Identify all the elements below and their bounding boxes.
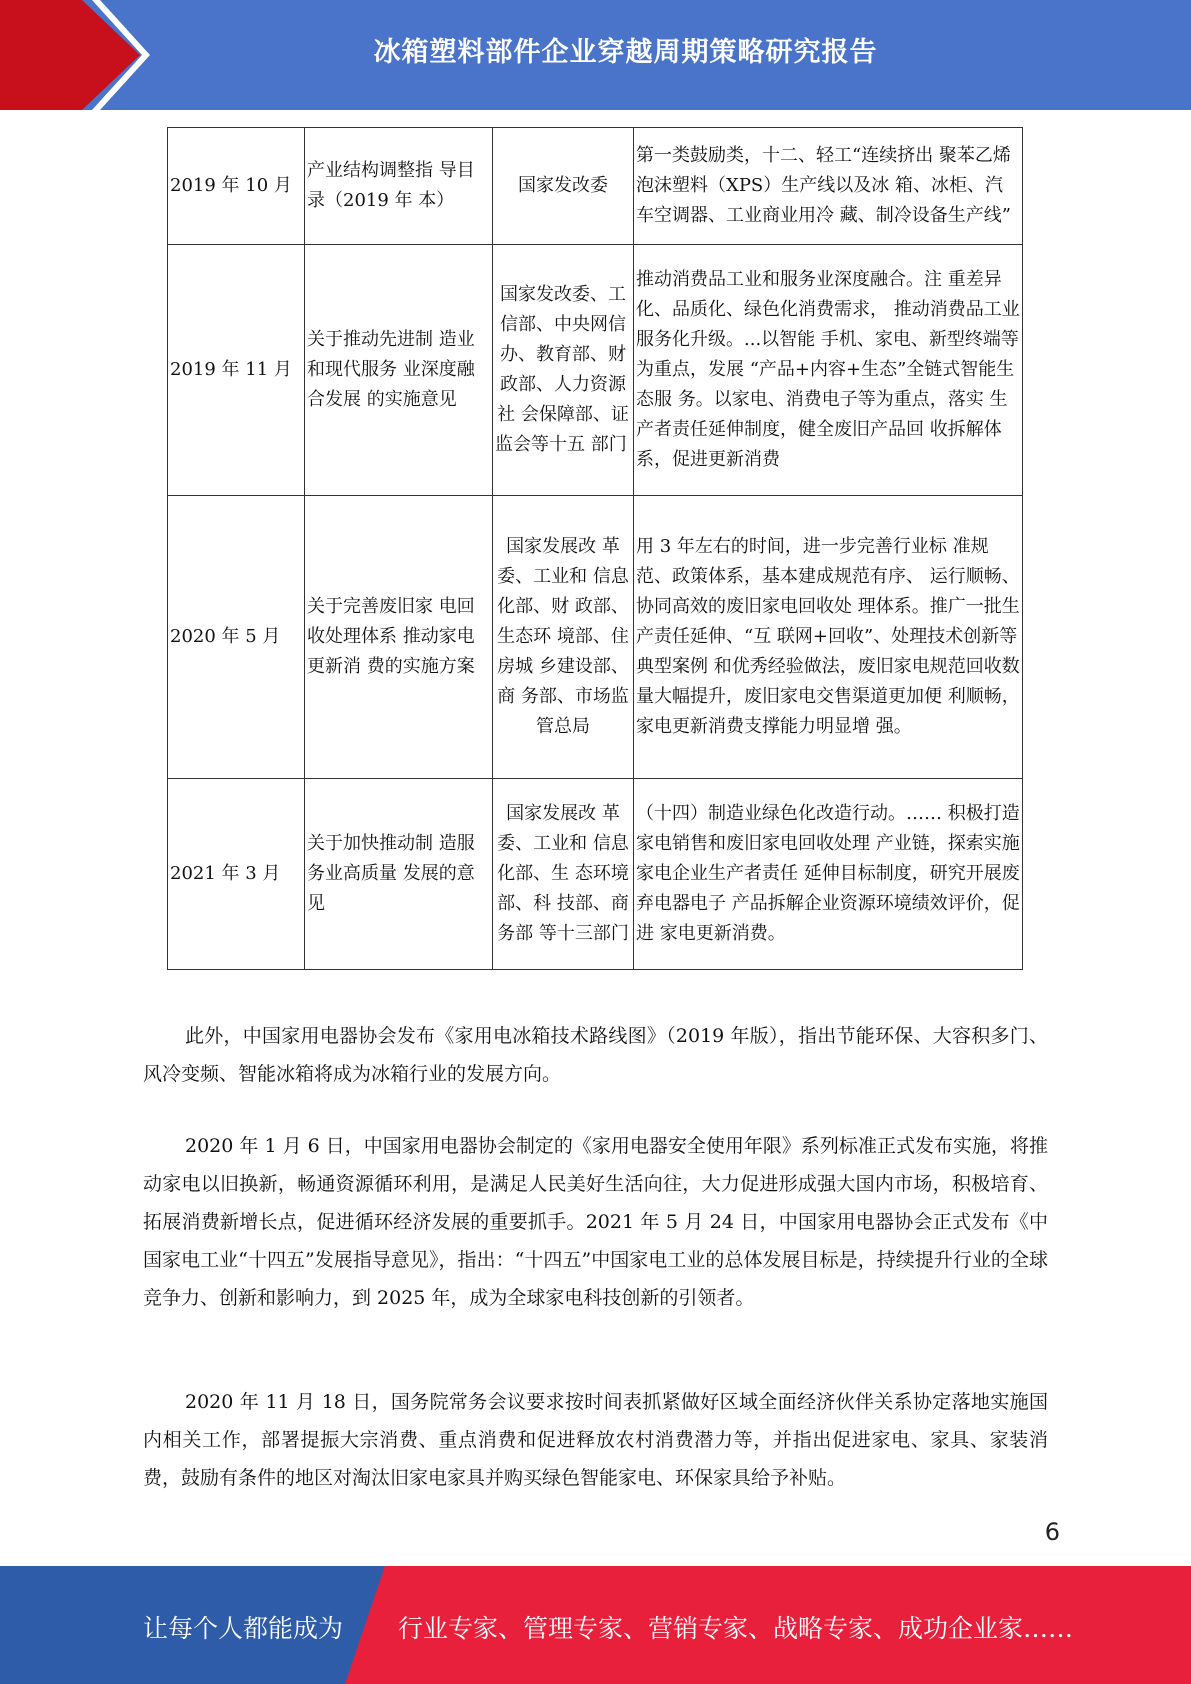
- policy-content: （十四）制造业绿色化改造行动。…… 积极打造家电销售和废旧家电回收处理 产业链，探索实施家电企业生产者责任 延伸目标制度，研究开展废弃电器电子 产品拆解企业资源环境绩效评价，促进 家电更新消费。: [634, 779, 1023, 970]
- policy-content: 用 3 年左右的时间，进一步完善行业标 准规范、政策体系，基本建成规范有序、 运行顺畅、协同高效的废旧家电回收处 理体系。推广一批生产责任延伸、“互 联网+回收”、处理技术创新等典型案例 和优秀经验做法，废旧家电规范回收数 量大幅提升，废旧家电交售渠道更加便 利顺畅，家电更新消费支撑能力明显增 强。: [634, 496, 1023, 779]
- body-paragraph: 此外，中国家用电器协会发布《家用电冰箱技术路线图》（2019 年版），指出节能环保、大容积多门、风冷变频、智能冰箱将成为冰箱行业的发展方向。: [143, 1025, 1048, 1085]
- policy-name: 产业结构调整指 导目录（2019 年 本）: [305, 128, 493, 245]
- policy-department: 国家发展改 革委、工业和 信息化部、生 态环境部、科 技部、商务部 等十三部门: [493, 779, 634, 970]
- table-row: [168, 245, 1023, 496]
- policy-content: 第一类鼓励类，十二、轻工“连续挤出 聚苯乙烯泡沫塑料（XPS）生产线以及冰 箱、冰柜、汽车空调器、工业商业用冷 藏、制冷设备生产线”: [634, 128, 1023, 245]
- policy-date: 2019 年 11 月: [168, 245, 305, 496]
- table-row: [168, 128, 1023, 245]
- body-paragraph: 2020 年 1 月 6 日，中国家用电器协会制定的《家用电器安全使用年限》系列标准正式发布实施，将推动家电以旧换新，畅通资源循环利用，是满足人民美好生活向往，大力促进形成强大国内市场，积极培育、拓展消费新增长点，促进循环经济发展的重要抓手。2021 年 5 月 24 日，中国家用电器协会正式发布《中国家电工业“十四五”发展指导意见》，指出：“十四五”中国家电工业的总体发展目标是，持续提升行业的全球竞争力、创新和影响力，到 2025 年，成为全球家电科技创新的引领者。: [143, 1135, 1048, 1309]
- body-paragraph: 2020 年 11 月 18 日，国务院常务会议要求按时间表抓紧做好区域全面经济伙伴关系协定落地实施国内相关工作，部署提振大宗消费、重点消费和促进释放农村消费潜力等，并指出促进家电、家具、家装消费，鼓励有条件的地区对淘汰旧家电家具并购买绿色智能家电、环保家具给予补贴。: [143, 1391, 1048, 1489]
- page-number: 6: [1044, 1518, 1060, 1546]
- policy-date: 2019 年 10 月: [168, 128, 305, 245]
- page-header: [0, 0, 1191, 110]
- policy-department: 国家发改委、工信部、中央网信办、教育部、财政部、人力资源社 会保障部、证 监会等十五 部门: [493, 245, 634, 496]
- policy-content: 推动消费品工业和服务业深度融合。注 重差异化、品质化、绿色化消费需求， 推动消费品工业服务化升级。...以智能 手机、家电、新型终端等为重点，发展 “产品+内容+生态”全链式智能生态服 务。以家电、消费电子等为重点，落实 生产者责任延伸制度，健全废旧产品回 收拆解体系，促进更新消费: [634, 245, 1023, 496]
- policy-date: 2021 年 3 月: [168, 779, 305, 970]
- policy-date: 2020 年 5 月: [168, 496, 305, 779]
- policy-table: [167, 127, 1023, 970]
- page-footer: [0, 1566, 1191, 1684]
- table-row: [168, 496, 1023, 779]
- policy-name: 关于完善废旧家 电回收处理体系 推动家电更新消 费的实施方案: [305, 496, 493, 779]
- footer-slogan-right: 行业专家、管理专家、营销专家、战略专家、成功企业家……: [398, 1614, 1074, 1643]
- policy-department: 国家发展改 革委、工业和 信息化部、财 政部、生态环 境部、住房城 乡建设部、商 务部、市场监 管总局: [493, 496, 634, 779]
- table-row: [168, 779, 1023, 970]
- footer-slogan-left: 让每个人都能成为: [143, 1614, 344, 1643]
- policy-department: 国家发改委: [493, 128, 634, 245]
- policy-name: 关于加快推动制 造服务业高质量 发展的意见: [305, 779, 493, 970]
- policy-name: 关于推动先进制 造业和现代服务 业深度融合发展 的实施意见: [305, 245, 493, 496]
- report-title: 冰箱塑料部件企业穿越周期策略研究报告: [373, 37, 878, 68]
